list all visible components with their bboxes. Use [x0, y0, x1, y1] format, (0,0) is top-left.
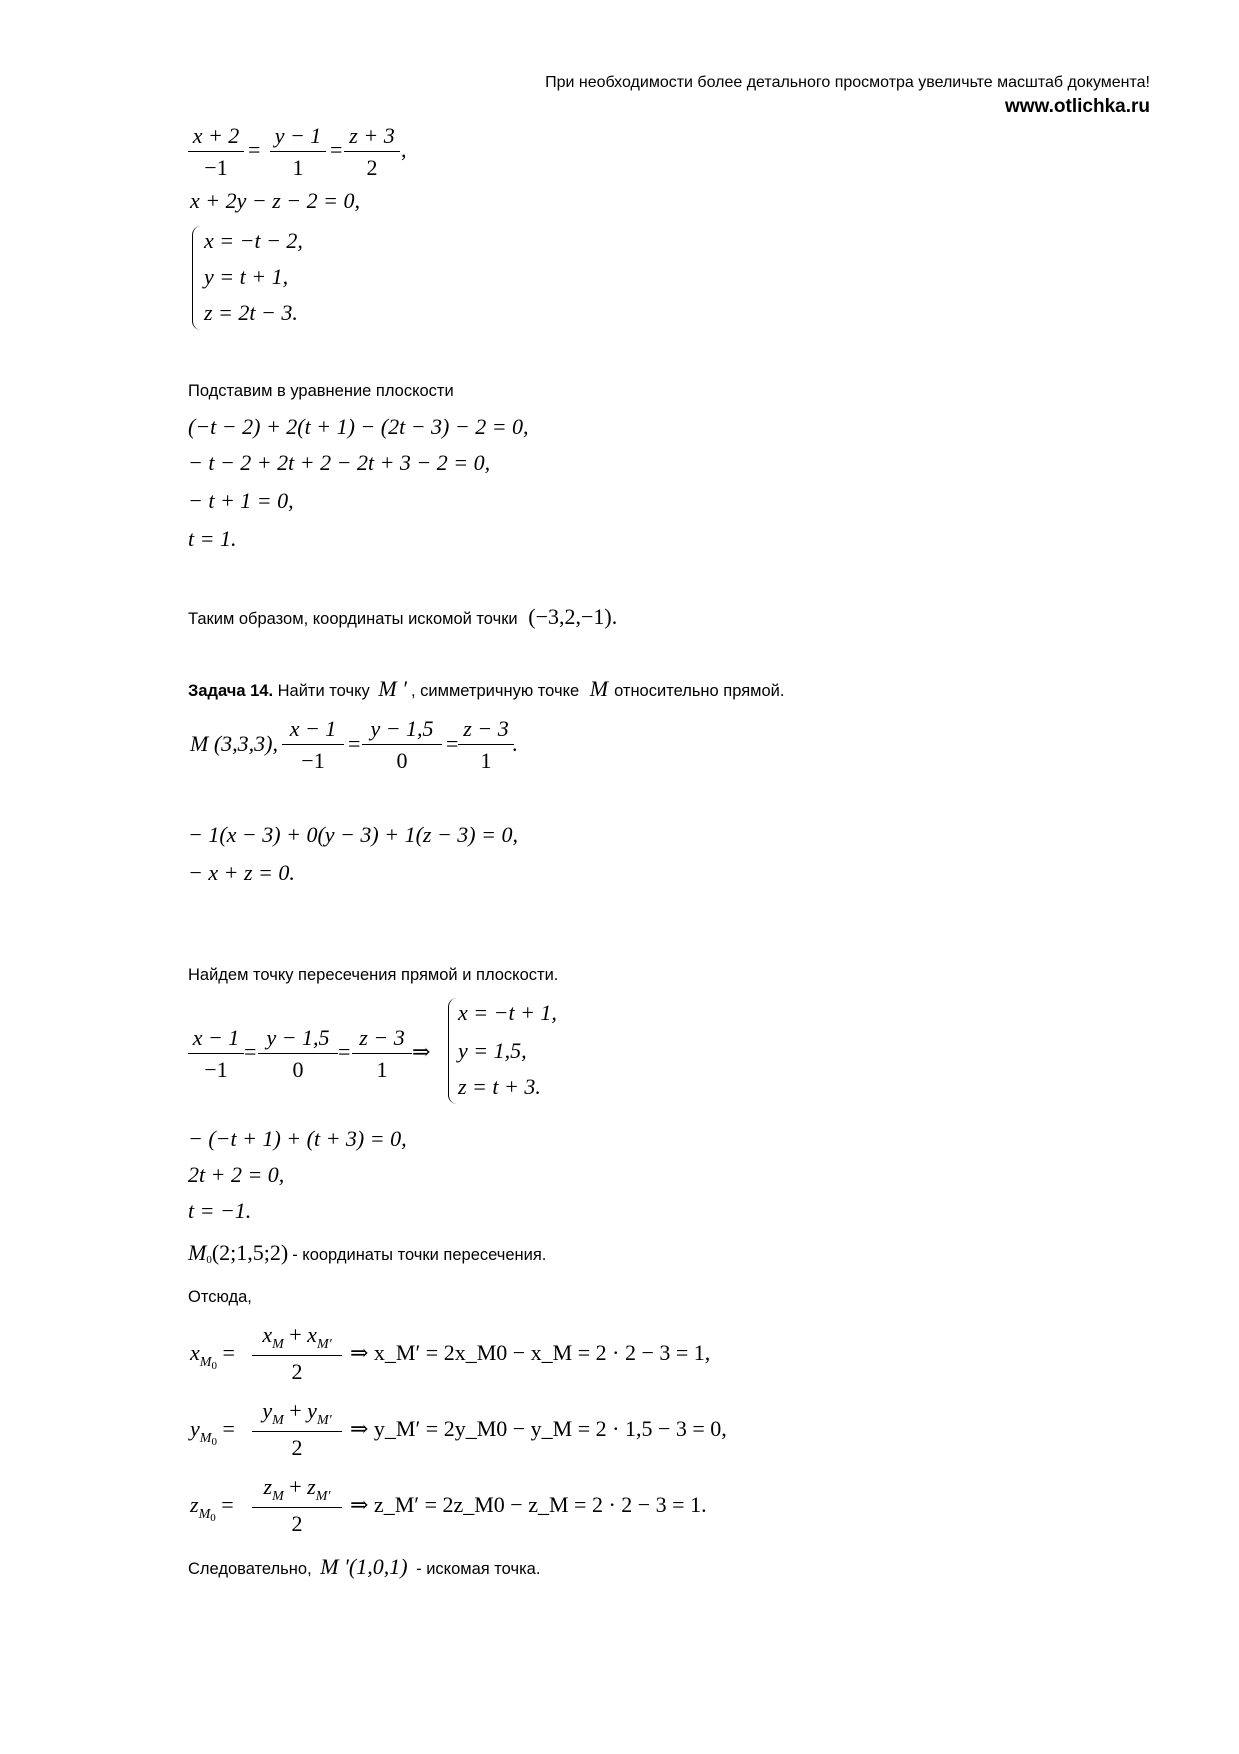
denominator: 1 — [480, 748, 492, 773]
system-line-y: y = t + 1, — [204, 264, 289, 289]
equals-sign: = — [248, 137, 261, 162]
equation-line: − t − 2 + 2t + 2 − 2t + 3 − 2 = 0, — [188, 450, 491, 475]
denominator: 1 — [292, 155, 304, 180]
paragraph-intersection: Найдем точку пересечения прямой и плоскости. — [188, 966, 559, 984]
system-brace — [192, 226, 201, 330]
final-text: - искомая точка. — [416, 1560, 541, 1578]
point-m0-coords: (2;1,5;2) — [211, 1240, 289, 1265]
system-line-z: z = 2t − 3. — [204, 300, 298, 325]
fraction — [258, 1025, 338, 1083]
comma: , — [401, 137, 407, 162]
equals-sign: = — [244, 1039, 257, 1064]
plane-equation: x + 2y − z − 2 = 0, — [190, 188, 360, 213]
equation-line: t = 1. — [188, 526, 237, 551]
system-line-y: y = 1,5, — [458, 1038, 527, 1063]
equation-line: (−t − 2) + 2(t + 1) − (2t − 3) − 2 = 0, — [188, 414, 529, 439]
lhs: $y_{M_0}$ = — [190, 1416, 235, 1448]
period: . — [512, 731, 518, 756]
fraction: $\frac{z_M + z_{M'}}{2}$ — [252, 1474, 342, 1537]
lhs: $z_{M_0}$ = — [190, 1492, 234, 1524]
task-text: относительно прямой. — [614, 682, 785, 700]
site-url[interactable]: www.otlichka.ru — [1005, 96, 1150, 117]
fraction — [352, 1025, 412, 1083]
numerator: z + 3 — [349, 123, 395, 148]
numerator: x − 1 — [192, 1025, 240, 1050]
paragraph-conclusion — [188, 604, 617, 630]
point-m-prime: M ′ — [378, 676, 407, 701]
header-note: При необходимости более детального просмотра увеличьте масштаб документа! — [545, 74, 1150, 91]
task-14-statement — [188, 676, 784, 702]
system-line-x: x = −t + 1, — [458, 1000, 557, 1025]
task-label: Задача 14. — [188, 682, 274, 700]
fraction — [458, 716, 514, 774]
numerator: y − 1,5 — [266, 1025, 330, 1050]
intersection-text: - координаты точки пересечения. — [292, 1246, 547, 1264]
numerator: x + 2 — [192, 123, 240, 148]
rhs: ⇒ x_M′ = 2x_M0 − x_M = 2 · 2 − 3 = 1, — [350, 1340, 711, 1365]
subscript: 0 — [206, 1254, 212, 1266]
numerator: y − 1 — [274, 123, 322, 148]
equals-sign: = — [330, 137, 343, 162]
paragraph-substitute: Подставим в уравнение плоскости — [188, 382, 454, 400]
numerator: x − 1 — [289, 716, 337, 741]
system-brace — [448, 998, 457, 1104]
paragraph-hence: Отсюда, — [188, 1288, 252, 1306]
conclusion-text: Таким образом, координаты искомой точки — [188, 610, 518, 628]
equation-line: − t + 1 = 0, — [188, 488, 294, 513]
point-m: M — [589, 676, 609, 701]
denominator: −1 — [301, 748, 325, 773]
denominator: 1 — [376, 1057, 388, 1082]
numerator: z − 3 — [359, 1025, 405, 1050]
plane-equation: − x + z = 0. — [188, 860, 295, 885]
system-line-z: z = t + 3. — [458, 1074, 541, 1099]
denominator: 2 — [366, 155, 378, 180]
equation-line: 2t + 2 = 0, — [188, 1162, 285, 1187]
answer-point: M ′(1,0,1) — [320, 1554, 408, 1579]
final-text: Следовательно, — [188, 1560, 312, 1578]
fraction: $\frac{y_M + y_{M'}}{2}$ — [252, 1398, 342, 1461]
task-text: Найти точку — [277, 682, 370, 700]
rhs: ⇒ z_M′ = 2z_M0 − z_M = 2 · 2 − 3 = 1. — [350, 1492, 707, 1517]
numerator: y − 1,5 — [370, 716, 434, 741]
equals-sign: = — [348, 731, 361, 756]
point-m0: M — [188, 1240, 207, 1265]
denominator: −1 — [204, 1057, 228, 1082]
fraction: $\frac{x_M + x_{M'}}{2}$ — [252, 1322, 342, 1385]
equation-line: t = −1. — [188, 1198, 252, 1223]
fraction — [270, 123, 326, 181]
equals-sign: = — [338, 1039, 351, 1064]
plane-equation: − 1(x − 3) + 0(y − 3) + 1(z − 3) = 0, — [188, 822, 518, 847]
result-point: (−3,2,−1). — [528, 604, 618, 629]
intersection-point-line — [188, 1240, 546, 1266]
numerator: z − 3 — [463, 716, 509, 741]
task-text: , симметричную точке — [410, 682, 580, 700]
fraction — [188, 123, 244, 181]
fraction — [282, 716, 344, 774]
final-answer — [188, 1554, 540, 1580]
fraction — [344, 123, 400, 181]
equation-line: − (−t + 1) + (t + 3) = 0, — [188, 1126, 407, 1151]
system-line-x: x = −t − 2, — [204, 228, 303, 253]
implies-arrow: ⇒ — [412, 1039, 431, 1064]
denominator: 0 — [292, 1057, 304, 1082]
fraction — [362, 716, 442, 774]
given-point: M (3,3,3), — [190, 731, 278, 756]
rhs: ⇒ y_M′ = 2y_M0 − y_M = 2 · 1,5 − 3 = 0, — [350, 1416, 727, 1441]
lhs: $x_{M_0}$ = — [190, 1340, 235, 1372]
equals-sign: = — [446, 731, 459, 756]
denominator: −1 — [204, 155, 228, 180]
denominator: 0 — [396, 748, 408, 773]
fraction — [188, 1025, 244, 1083]
